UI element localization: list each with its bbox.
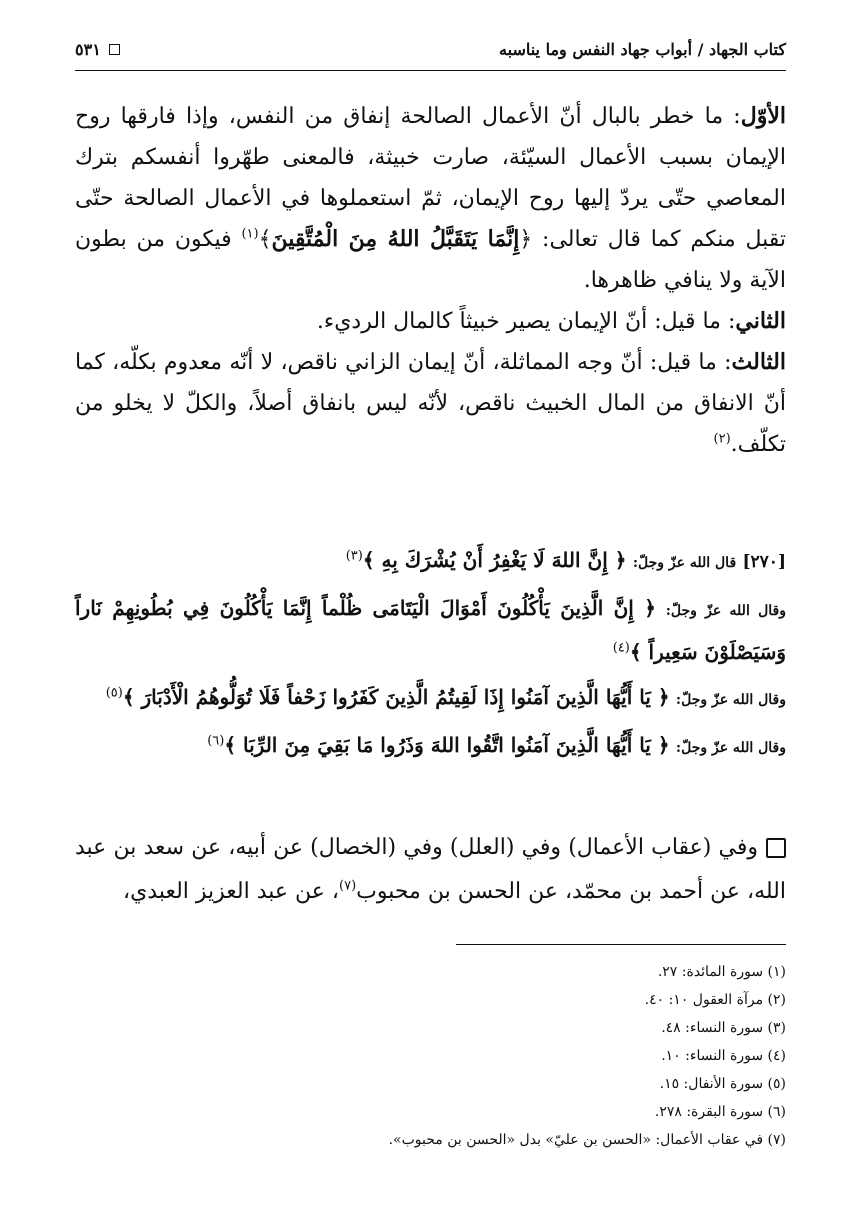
footnote: (٦) سورة البقرة: ٢٧٨. [654, 1104, 786, 1120]
checkbox-square-icon [766, 838, 786, 858]
verse-intro: وقال الله عزّ وجلّ: [675, 740, 786, 756]
header-rule [75, 70, 786, 71]
paragraph-second [75, 301, 786, 342]
verse-4 [75, 725, 786, 769]
footnote: (٤) سورة النساء: ١٠. [661, 1048, 786, 1064]
paragraph-third-text: : ما قيل: أنّ وجه المماثلة، أنّ إيمان الزاني ناقص، لا أنّه معدوم بكلّه، كما أنّ الانفاق من المال الخبيث ناقص، لأنّه ليس بانفاق أصلاً، والكلّ لا يخلو من تكلّف. [75, 350, 786, 457]
footnote: (٣) سورة النساء: ٤٨. [661, 1020, 786, 1036]
footnotes [75, 958, 786, 1154]
verse-intro: قال الله عزّ وجلّ: [632, 555, 737, 571]
label-second: الثاني [735, 308, 786, 334]
paragraph-third [75, 342, 786, 465]
verse-text: ﴿ يَا أَيُّهَا الَّذِينَ آمَنُوا اتَّقُوا اللهَ وَذَرُوا مَا بَقِيَ مِنَ الرِّبَا ﴾ [224, 733, 670, 757]
footnote-ref-6[interactable]: (٦) [207, 733, 225, 749]
footnote: (٧) في عقاب الأعمال: «الحسن بن عليّ» بدل «الحسن بن محبوب». [388, 1132, 786, 1148]
verse-1 [75, 540, 786, 584]
verse-number: [٢٧٠] [742, 552, 786, 572]
page-number: ٥٣١ [75, 39, 101, 59]
footnote-ref-1[interactable]: (١) [241, 226, 259, 242]
footnote-rule [456, 944, 786, 945]
label-third: الثالث [731, 349, 786, 375]
footnote-ref-4[interactable]: (٤) [612, 640, 630, 656]
verse-text: ﴿ يَا أَيُّهَا الَّذِينَ آمَنُوا إِذَا لَقِيتُمُ الَّذِينَ كَفَرُوا زَحْفاً فَلَا تُوَلُّوهُمُ الْأَدْبَارَ ﴾ [122, 685, 670, 709]
footnote-ref-2[interactable]: (٢) [713, 431, 731, 447]
hadith-chain-tail: ، عن عبد العزيز العبدي، [122, 879, 339, 904]
footnote-ref-5[interactable]: (٥) [105, 685, 123, 701]
running-header [75, 34, 786, 64]
paragraph-first-tail: فيكون من بطون الآية ولا ينافي ظاهرها. [75, 227, 786, 293]
paragraph-second-text: : ما قيل: أنّ الإيمان يصير خبيثاً كالمال الرديء. [316, 309, 736, 334]
quran-quote: إِنَّمَا يَتَقَبَّلُ اللهُ مِنَ الْمُتَّقِينَ [271, 226, 520, 252]
hadith-chain-paragraph [75, 826, 786, 914]
page-number-group [75, 40, 120, 59]
verse-2 [75, 588, 786, 673]
commentary-body [75, 96, 786, 465]
hadith-chain-text: وفي (عقاب الأعمال) وفي (العلل) وفي (الخصال) عن أبيه، عن سعد بن عبد الله، عن أحمد بن محمّد، عن الحسن بن محبوب [75, 835, 786, 904]
paragraph-first [75, 96, 786, 301]
footnote: (٢) مرآة العقول ١٠: ٤٠. [644, 992, 786, 1008]
header-title: كتاب الجهاد / أبواب جهاد النفس وما يناسبه [499, 39, 786, 59]
verse-3 [75, 677, 786, 721]
footnote: (٥) سورة الأنفال: ١٥. [659, 1076, 786, 1092]
verse-intro: وقال الله عزّ وجلّ: [665, 603, 787, 619]
verse-section [75, 540, 786, 773]
verse-text: ﴿ إِنَّ الَّذِينَ يَأْكُلُونَ أَمْوَالَ الْيَتَامَى ظُلْماً إِنَّمَا يَأْكُلُونَ فِي بُطُونِهِمْ نَاراً وَسَيَصْلَوْنَ سَعِيراً ﴾ [75, 596, 786, 664]
quote-close: ﴾ [258, 227, 272, 252]
verse-text: ﴿ إِنَّ اللهَ لَا يَغْفِرُ أَنْ يُشْرَكَ بِهِ ﴾ [362, 548, 627, 572]
square-ornament-icon [109, 44, 120, 55]
footnote-ref-3[interactable]: (٣) [345, 548, 363, 564]
footnote-ref-7[interactable]: (٧) [339, 878, 357, 894]
label-first: الأوّل [740, 103, 786, 129]
verse-intro: وقال الله عزّ وجلّ: [675, 692, 786, 708]
paragraph-first-text: : ما خطر بالبال أنّ الأعمال الصالحة إنفاق من النفس، وإذا فارقها روح الإيمان بسبب الأعمال السيّئة، صارت خبيثة، فالمعنى طهّروا أنفسكم بترك المعاصي حتّى يردّ إليها روح الإيمان، ثمّ استعملوها في الأعمال الصالحة حتّى تقبل منكم كما قال تعالى: ﴿ [75, 104, 786, 252]
footnote: (١) سورة المائدة: ٢٧. [657, 964, 786, 980]
